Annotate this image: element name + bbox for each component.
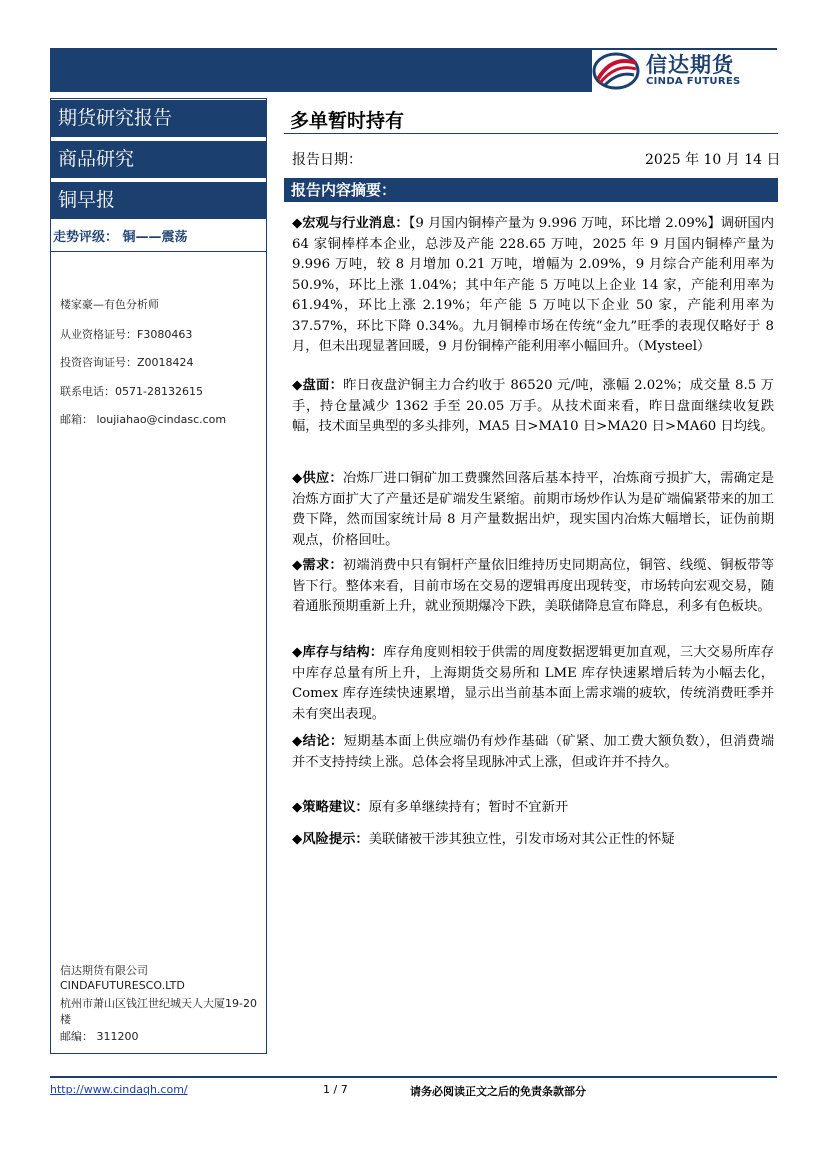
section-demand xyxy=(292,556,774,618)
page-title: 多单暂时持有 xyxy=(290,110,405,132)
date-value: 2025 年 10 月 14 日 xyxy=(645,152,781,168)
section-label: ◆结论： xyxy=(292,734,344,749)
logo-swoosh-icon xyxy=(592,51,640,91)
company-address-cont: 楼 xyxy=(60,1013,71,1026)
analyst-phone: 联系电话：0571-28132615 xyxy=(60,385,203,398)
analyst-qualification: 从业资格证号：F3080463 xyxy=(60,328,193,341)
footer-divider xyxy=(50,1076,777,1078)
title-divider xyxy=(284,133,778,134)
section-market xyxy=(292,376,774,438)
section-label: ◆供应： xyxy=(292,471,343,486)
section-strategy xyxy=(292,798,774,819)
section-text: 短期基本面上供应端仍有炒作基础（矿紧、加工费大额负数），但消费端并不支持持续上涨。总体会将呈现脉冲式上涨，但或许并不持久。 xyxy=(292,734,774,770)
abstract-header: 报告内容摘要： xyxy=(284,178,778,202)
section-label: ◆库存与结构： xyxy=(292,645,384,660)
company-address: 杭州市萧山区钱江世纪城天人大厦19-20 xyxy=(60,997,257,1010)
company-name-cn: 信达期货有限公司 xyxy=(60,964,148,977)
sidebar xyxy=(50,98,267,1054)
company-name-en: CINDAFUTURESCO.LTD xyxy=(60,979,185,992)
website-link[interactable]: http://www.cindaqh.com/ xyxy=(50,1083,188,1096)
section-label: ◆策略建议： xyxy=(292,800,369,815)
section-text: 美联储被干涉其独立性，引发市场对其公正性的怀疑 xyxy=(368,832,675,847)
section-label: ◆盘面： xyxy=(292,378,344,393)
divider xyxy=(51,251,266,252)
section-label: ◆宏观与行业消息： xyxy=(292,216,409,231)
report-product: 铜早报 xyxy=(50,182,267,219)
company-logo xyxy=(592,50,777,92)
report-category: 商品研究 xyxy=(50,141,267,178)
section-conclusion xyxy=(292,732,774,773)
page-number: 1 / 7 xyxy=(323,1083,348,1096)
analyst-consult: 投资咨询证号：Z0018424 xyxy=(60,356,194,369)
section-inventory xyxy=(292,643,774,725)
section-risk xyxy=(292,830,774,851)
section-label: ◆需求： xyxy=(292,558,343,573)
disclaimer-note: 请务必阅读正文之后的免责条款部分 xyxy=(410,1085,586,1098)
date-label: 报告日期： xyxy=(292,152,362,168)
section-label: ◆风险提示： xyxy=(292,832,369,847)
logo-en: CINDA FUTURES xyxy=(646,76,741,87)
section-text: 库存角度则相较于供需的周度数据逻辑更加直观，三大交易所库存中库存总量有所上升，上海期货交易所和 LME 库存快速累增后转为小幅去化，Comex 库存连续快速累增，显示出当前基本面上需求端的疲软，传统消费旺季并未有突出表现。 xyxy=(292,645,775,722)
section-text: 【9 月国内铜棒产量为 9.996 万吨，环比增 2.09%】调研国内 64 家铜棒样本企业，总涉及产能 228.65 万吨，2025 年 9 月国内铜棒产量为 9.996 万吨，较 8 月增加 0.21 万吨，增幅为 2.09%，9 月综合产能利用率为 50.9%，环比上涨 1.04%；其中年产能 5 万吨以上企业 14 家，产能利用率为 61.94%，环比上涨 2.19%；年产能 5 万吨以下企业 50 家，产能利用率为 37.57%，环比下降 0.34%。九月铜棒市场在传统“金九”旺季的表现仅略好于 8 月，但未出现显著回暖，9 月份铜棒产能利用率小幅回升。（Mysteel） xyxy=(292,216,774,354)
logo-cn: 信达期货 xyxy=(646,53,734,77)
section-text: 原有多单继续持有；暂时不宜新开 xyxy=(368,800,569,815)
analyst-email[interactable]: 邮箱： loujiahao@cindasc.com xyxy=(60,413,227,426)
section-supply xyxy=(292,469,774,551)
company-postcode: 邮编： 311200 xyxy=(60,1030,139,1043)
section-text: 昨日夜盘沪铜主力合约收于 86520 元/吨，涨幅 2.02%；成交量 8.5 万手，持仓量减少 1362 手至 20.05 万手。从技术面来看，昨日盘面继续收复跌幅，技术面呈典型的多头排列，MA5 日>MA10 日>MA20 日>MA60 日均线。 xyxy=(292,378,774,434)
report-type: 期货研究报告 xyxy=(50,100,267,137)
section-macro xyxy=(292,214,774,358)
section-text: 初端消费中只有铜杆产量依旧维持历史同期高位，铜管、线缆、铜板带等皆下行。整体来看，目前市场在交易的逻辑再度出现转变，市场转向宏观交易，随着通胀预期重新上升，就业预期爆冷下跌，美联储降息宣布降息，利多有色板块。 xyxy=(292,558,775,614)
analyst-name: 楼家豪—有色分析师 xyxy=(60,298,159,311)
section-text: 冶炼厂进口铜矿加工费骤然回落后基本持平，冶炼商亏损扩大，需确定是冶炼方面扩大了产量还是矿端发生紧缩。前期市场炒作认为是矿端偏紧带来的加工费下降，然而国家统计局 8 月产量数据出炉，现实国内冶炼大幅增长，证伪前期观点，价格回吐。 xyxy=(292,471,775,548)
trend-rating: 走势评级： 铜——震荡 xyxy=(53,230,188,245)
